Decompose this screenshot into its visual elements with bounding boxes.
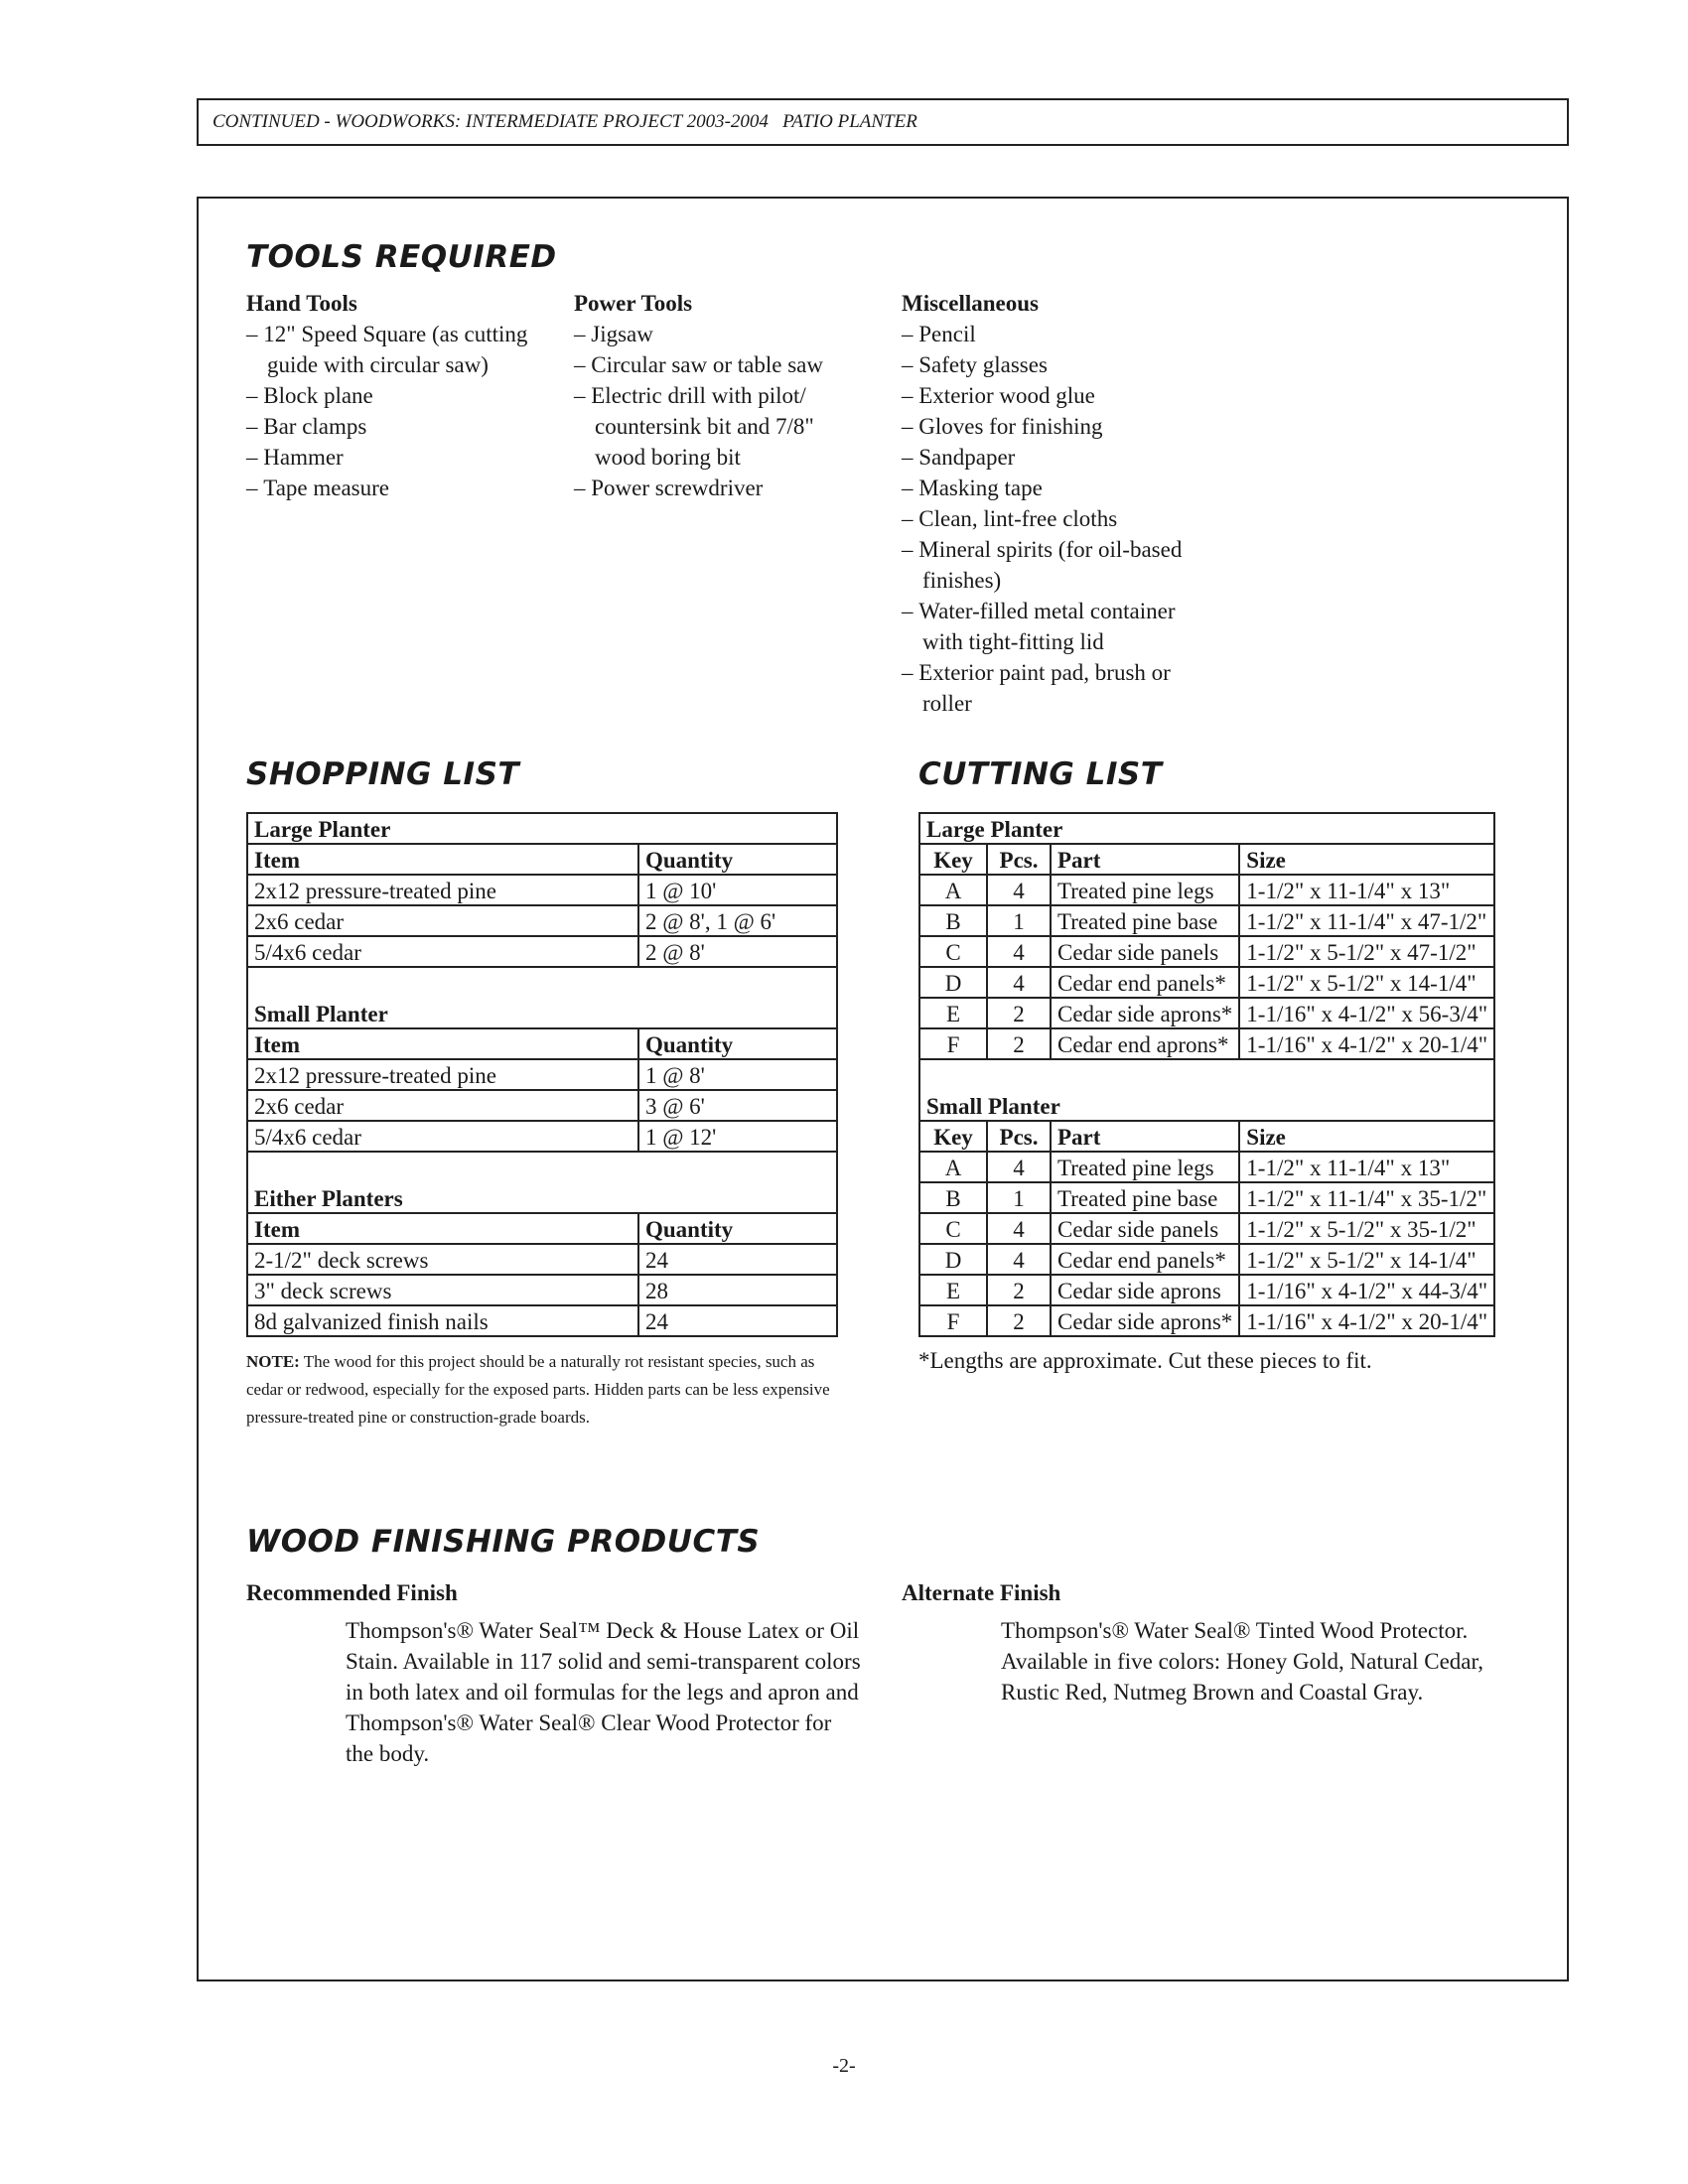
key-cell: E xyxy=(919,998,987,1028)
column-header-item: Item xyxy=(247,844,638,875)
misc-tools-heading: Miscellaneous xyxy=(902,291,1039,316)
table-row xyxy=(919,1244,1494,1275)
table-row xyxy=(247,1305,837,1336)
size-cell: 1-1/16" x 4-1/2" x 44-3/4" xyxy=(1239,1275,1494,1305)
column-header-quantity: Quantity xyxy=(638,844,837,875)
list-item: – Exterior wood glue xyxy=(902,380,1199,411)
table-row xyxy=(247,1090,837,1121)
shopping-table xyxy=(246,812,838,1337)
list-item: – Gloves for finishing xyxy=(902,411,1199,442)
size-cell: 1-1/2" x 5-1/2" x 47-1/2" xyxy=(1239,936,1494,967)
list-item: – 12" Speed Square (as cutting guide with circular saw) xyxy=(246,319,554,380)
size-cell: 1-1/2" x 11-1/4" x 35-1/2" xyxy=(1239,1182,1494,1213)
part-cell: Cedar side panels xyxy=(1051,1213,1239,1244)
size-cell: 1-1/2" x 11-1/4" x 13" xyxy=(1239,1152,1494,1182)
key-cell: F xyxy=(919,1305,987,1336)
pcs-cell: 1 xyxy=(987,905,1051,936)
list-item: – Sandpaper xyxy=(902,442,1199,473)
cutting-table xyxy=(918,812,1495,1337)
part-cell: Treated pine base xyxy=(1051,905,1239,936)
column-header-quantity: Quantity xyxy=(638,1213,837,1244)
pcs-cell: 4 xyxy=(987,1152,1051,1182)
table-row xyxy=(919,1213,1494,1244)
pcs-cell: 4 xyxy=(987,1213,1051,1244)
table-row xyxy=(247,1059,837,1090)
quantity-cell: 24 xyxy=(638,1244,837,1275)
part-cell: Cedar end panels* xyxy=(1051,1244,1239,1275)
size-cell: 1-1/2" x 5-1/2" x 35-1/2" xyxy=(1239,1213,1494,1244)
item-cell: 2x12 pressure-treated pine xyxy=(247,1059,638,1090)
header-title: CONTINUED - WOODWORKS: INTERMEDIATE PROJECT 2003-2004 PATIO PLANTER xyxy=(212,111,917,132)
pcs-cell: 4 xyxy=(987,936,1051,967)
column-header-pcs: Pcs. xyxy=(987,1121,1051,1152)
part-cell: Treated pine base xyxy=(1051,1182,1239,1213)
hand-tools-heading: Hand Tools xyxy=(246,291,357,316)
table-row xyxy=(247,936,837,967)
power-tools-heading: Power Tools xyxy=(574,291,693,316)
size-cell: 1-1/16" x 4-1/2" x 20-1/4" xyxy=(1239,1028,1494,1059)
power-tools-column xyxy=(574,288,862,503)
power-tools-list xyxy=(574,319,862,503)
key-cell: B xyxy=(919,905,987,936)
table-row xyxy=(247,1275,837,1305)
shopping-list-title: SHOPPING LIST xyxy=(246,756,520,792)
quantity-cell: 2 @ 8' xyxy=(638,936,837,967)
list-item: – Clean, lint-free cloths xyxy=(902,503,1199,534)
column-header-pcs: Pcs. xyxy=(987,844,1051,875)
column-header-key: Key xyxy=(919,1121,987,1152)
key-cell: E xyxy=(919,1275,987,1305)
pcs-cell: 4 xyxy=(987,875,1051,905)
quantity-cell: 1 @ 10' xyxy=(638,875,837,905)
quantity-cell: 24 xyxy=(638,1305,837,1336)
quantity-cell: 2 @ 8', 1 @ 6' xyxy=(638,905,837,936)
table-row xyxy=(919,1028,1494,1059)
key-cell: D xyxy=(919,1244,987,1275)
list-item: – Block plane xyxy=(246,380,554,411)
hand-tools-column xyxy=(246,288,554,503)
pcs-cell: 4 xyxy=(987,1244,1051,1275)
key-cell: A xyxy=(919,875,987,905)
key-cell: F xyxy=(919,1028,987,1059)
item-cell: 8d galvanized finish nails xyxy=(247,1305,638,1336)
item-cell: 3" deck screws xyxy=(247,1275,638,1305)
item-cell: 5/4x6 cedar xyxy=(247,1121,638,1152)
alternate-finish-heading: Alternate Finish xyxy=(902,1580,1061,1605)
quantity-cell: 1 @ 8' xyxy=(638,1059,837,1090)
item-cell: 2x12 pressure-treated pine xyxy=(247,875,638,905)
list-item: – Electric drill with pilot/ countersink bit and 7/8" wood boring bit xyxy=(574,380,862,473)
misc-tools-list xyxy=(902,319,1199,719)
table-row xyxy=(919,967,1494,998)
list-item: – Water-filled metal container with tight-fitting lid xyxy=(902,596,1199,657)
tools-title: TOOLS REQUIRED xyxy=(246,239,557,275)
part-cell: Treated pine legs xyxy=(1051,1152,1239,1182)
table-row xyxy=(247,875,837,905)
size-cell: 1-1/2" x 5-1/2" x 14-1/4" xyxy=(1239,1244,1494,1275)
column-header-part: Part xyxy=(1051,1121,1239,1152)
item-cell: 2x6 cedar xyxy=(247,905,638,936)
column-header-key: Key xyxy=(919,844,987,875)
recommended-finish-heading: Recommended Finish xyxy=(246,1580,458,1605)
list-item: – Circular saw or table saw xyxy=(574,349,862,380)
item-cell: 2x6 cedar xyxy=(247,1090,638,1121)
recommended-finish-text: Thompson's® Water Seal™ Deck & House Latex or Oil Stain. Available in 117 solid and semi-transparent colors in both latex and oil formulas for the legs and apron and Thompson's® Water Seal® Clear Wood Protector for the body. xyxy=(346,1618,861,1766)
group-heading: Large Planter xyxy=(919,813,1494,844)
pcs-cell: 1 xyxy=(987,1182,1051,1213)
quantity-cell: 28 xyxy=(638,1275,837,1305)
part-cell: Cedar side panels xyxy=(1051,936,1239,967)
key-cell: C xyxy=(919,936,987,967)
table-row xyxy=(919,998,1494,1028)
page-number: -2- xyxy=(832,2055,856,2077)
quantity-cell: 3 @ 6' xyxy=(638,1090,837,1121)
part-cell: Treated pine legs xyxy=(1051,875,1239,905)
group-heading: Large Planter xyxy=(247,813,837,844)
list-item: – Pencil xyxy=(902,319,1199,349)
misc-tools-column xyxy=(902,288,1199,719)
key-cell: D xyxy=(919,967,987,998)
key-cell: B xyxy=(919,1182,987,1213)
list-item: – Power screwdriver xyxy=(574,473,862,503)
note-label: NOTE: xyxy=(246,1352,300,1371)
cutting-list-title: CUTTING LIST xyxy=(918,756,1163,792)
page-header xyxy=(197,98,1569,146)
size-cell: 1-1/2" x 11-1/4" x 47-1/2" xyxy=(1239,905,1494,936)
part-cell: Cedar side aprons* xyxy=(1051,1305,1239,1336)
column-header-size: Size xyxy=(1239,1121,1494,1152)
finishing-title: WOOD FINISHING PRODUCTS xyxy=(246,1524,761,1560)
table-row xyxy=(919,1305,1494,1336)
column-header-size: Size xyxy=(1239,844,1494,875)
column-header-quantity: Quantity xyxy=(638,1028,837,1059)
pcs-cell: 4 xyxy=(987,967,1051,998)
hand-tools-list xyxy=(246,319,554,503)
column-header-item: Item xyxy=(247,1213,638,1244)
item-cell: 5/4x6 cedar xyxy=(247,936,638,967)
alternate-finish-text: Thompson's® Water Seal® Tinted Wood Protector. Available in five colors: Honey Gold, Natural Cedar, Rustic Red, Nutmeg Brown and Coastal Gray. xyxy=(1001,1618,1483,1705)
list-item: – Safety glasses xyxy=(902,349,1199,380)
table-row xyxy=(919,1182,1494,1213)
size-cell: 1-1/16" x 4-1/2" x 20-1/4" xyxy=(1239,1305,1494,1336)
list-item: – Bar clamps xyxy=(246,411,554,442)
size-cell: 1-1/2" x 11-1/4" x 13" xyxy=(1239,875,1494,905)
size-cell: 1-1/2" x 5-1/2" x 14-1/4" xyxy=(1239,967,1494,998)
shopping-note xyxy=(246,1348,838,1432)
table-row xyxy=(247,905,837,936)
pcs-cell: 2 xyxy=(987,998,1051,1028)
table-row xyxy=(919,1152,1494,1182)
part-cell: Cedar end panels* xyxy=(1051,967,1239,998)
table-row xyxy=(247,1121,837,1152)
list-item: – Tape measure xyxy=(246,473,554,503)
table-row xyxy=(919,936,1494,967)
note-text: The wood for this project should be a naturally rot resistant species, such as cedar or redwood, especially for the exposed parts. Hidden parts can be less expensive pressure-treated pine or construction-grade boards. xyxy=(246,1352,830,1427)
table-row xyxy=(919,875,1494,905)
key-cell: C xyxy=(919,1213,987,1244)
column-header-part: Part xyxy=(1051,844,1239,875)
list-item: – Mineral spirits (for oil-based finishes) xyxy=(902,534,1199,596)
pcs-cell: 2 xyxy=(987,1305,1051,1336)
part-cell: Cedar side aprons xyxy=(1051,1275,1239,1305)
list-item: – Exterior paint pad, brush or roller xyxy=(902,657,1199,719)
cutting-footnote: *Lengths are approximate. Cut these pieces to fit. xyxy=(918,1348,1372,1373)
table-row xyxy=(247,1244,837,1275)
list-item: – Hammer xyxy=(246,442,554,473)
list-item: – Masking tape xyxy=(902,473,1199,503)
group-heading: Small Planter xyxy=(247,967,837,1028)
item-cell: 2-1/2" deck screws xyxy=(247,1244,638,1275)
size-cell: 1-1/16" x 4-1/2" x 56-3/4" xyxy=(1239,998,1494,1028)
part-cell: Cedar side aprons* xyxy=(1051,998,1239,1028)
group-heading: Small Planter xyxy=(919,1059,1494,1121)
table-row xyxy=(919,1275,1494,1305)
pcs-cell: 2 xyxy=(987,1275,1051,1305)
group-heading: Either Planters xyxy=(247,1152,837,1213)
quantity-cell: 1 @ 12' xyxy=(638,1121,837,1152)
table-row xyxy=(919,905,1494,936)
column-header-item: Item xyxy=(247,1028,638,1059)
pcs-cell: 2 xyxy=(987,1028,1051,1059)
list-item: – Jigsaw xyxy=(574,319,862,349)
key-cell: A xyxy=(919,1152,987,1182)
part-cell: Cedar end aprons* xyxy=(1051,1028,1239,1059)
